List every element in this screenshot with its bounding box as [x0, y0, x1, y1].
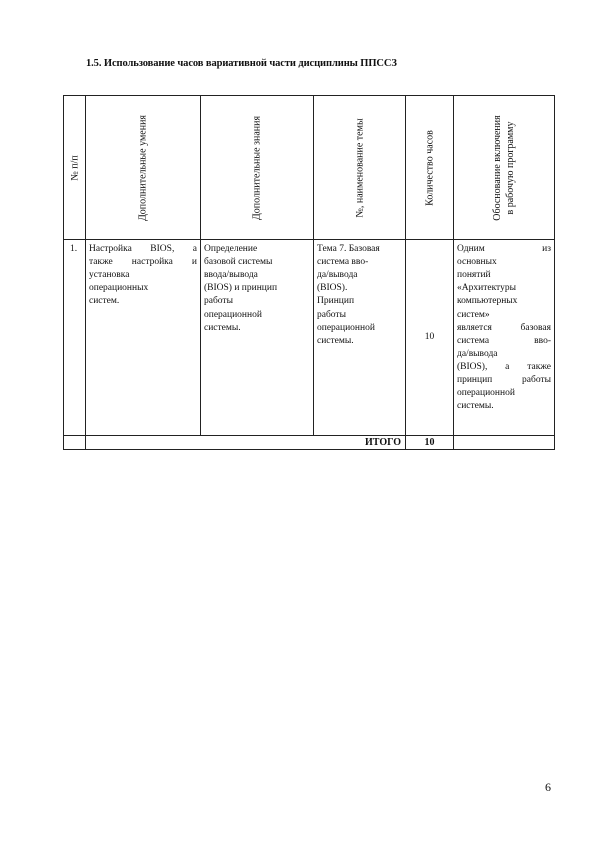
knowledge-line: системы.: [204, 322, 241, 333]
skills-line: также настройка и: [89, 257, 197, 268]
row-topic: [314, 240, 406, 436]
row-hours: 10: [406, 240, 454, 436]
skills-line: Настройка BIOS, а: [89, 244, 197, 254]
knowledge-line: работы: [204, 296, 233, 307]
justification-line: операционной: [457, 388, 515, 399]
total-row: [64, 436, 555, 450]
total-value: 10: [406, 436, 454, 450]
justification-line: да/вывода: [457, 348, 498, 359]
knowledge-line: ввода/вывода: [204, 270, 258, 281]
knowledge-line: базовой системы: [204, 257, 273, 268]
topic-line: Принцип: [317, 296, 355, 307]
justification-line: понятий: [457, 270, 491, 281]
header-justification-cell: [454, 96, 555, 240]
topic-line: (BIOS).: [317, 283, 348, 294]
header-hours-cell: [406, 96, 454, 240]
variative-hours-table: [63, 95, 555, 450]
skills-line: операционных: [89, 283, 149, 294]
justification-line: (BIOS), а также: [457, 361, 551, 372]
header-number-cell: [64, 96, 86, 240]
table-row: [64, 240, 555, 436]
row-justification: [454, 240, 555, 436]
row-number: 1.: [64, 240, 86, 436]
header-justification: [491, 115, 517, 220]
header-skills: Дополнительные умения: [137, 114, 149, 221]
topic-line: Тема 7. Базовая: [317, 244, 380, 254]
total-empty-cell: [454, 436, 555, 450]
justification-line: является базовая: [457, 322, 551, 333]
header-topic-cell: [314, 96, 406, 240]
row-skills: [86, 240, 201, 436]
header-knowledge-cell: [201, 96, 314, 240]
topic-line: системы.: [317, 335, 354, 346]
skills-line: систем.: [89, 296, 120, 307]
knowledge-line: операционной: [204, 309, 262, 320]
skills-line: установка: [89, 270, 130, 281]
topic-line: система вво-: [317, 257, 369, 268]
topic-line: работы: [317, 309, 346, 320]
knowledge-line: Определение: [204, 244, 258, 254]
header-justification-line2: в рабочую программу: [505, 120, 516, 215]
page-number: 6: [545, 780, 551, 794]
justification-line: основных: [457, 257, 497, 268]
topic-line: да/вывода: [317, 270, 358, 281]
header-justification-line1: Обоснование включения: [492, 114, 503, 221]
row-knowledge: [201, 240, 314, 436]
table-header-row: [64, 96, 555, 240]
total-empty-cell: [64, 436, 86, 450]
header-number: № п/п: [69, 154, 80, 181]
section-title: 1.5. Использование часов вариативной части дисциплины ППССЗ: [86, 58, 397, 69]
header-hours: Количество часов: [424, 129, 435, 206]
justification-line: систем»: [457, 309, 490, 320]
justification-line: компьютерных: [457, 296, 518, 307]
justification-line: система вво-: [457, 335, 551, 346]
justification-line: принцип работы: [457, 375, 551, 386]
justification-line: Одним из: [457, 244, 551, 254]
justification-line: «Архитектуры: [457, 283, 516, 294]
knowledge-line: (BIOS) и принцип: [204, 283, 278, 294]
header-skills-cell: [86, 96, 201, 240]
header-topic: №, наименование темы: [354, 117, 365, 218]
header-knowledge: Дополнительные знания: [251, 115, 263, 220]
total-label: ИТОГО: [86, 436, 406, 450]
topic-line: операционной: [317, 322, 375, 333]
justification-line: системы.: [457, 401, 494, 412]
